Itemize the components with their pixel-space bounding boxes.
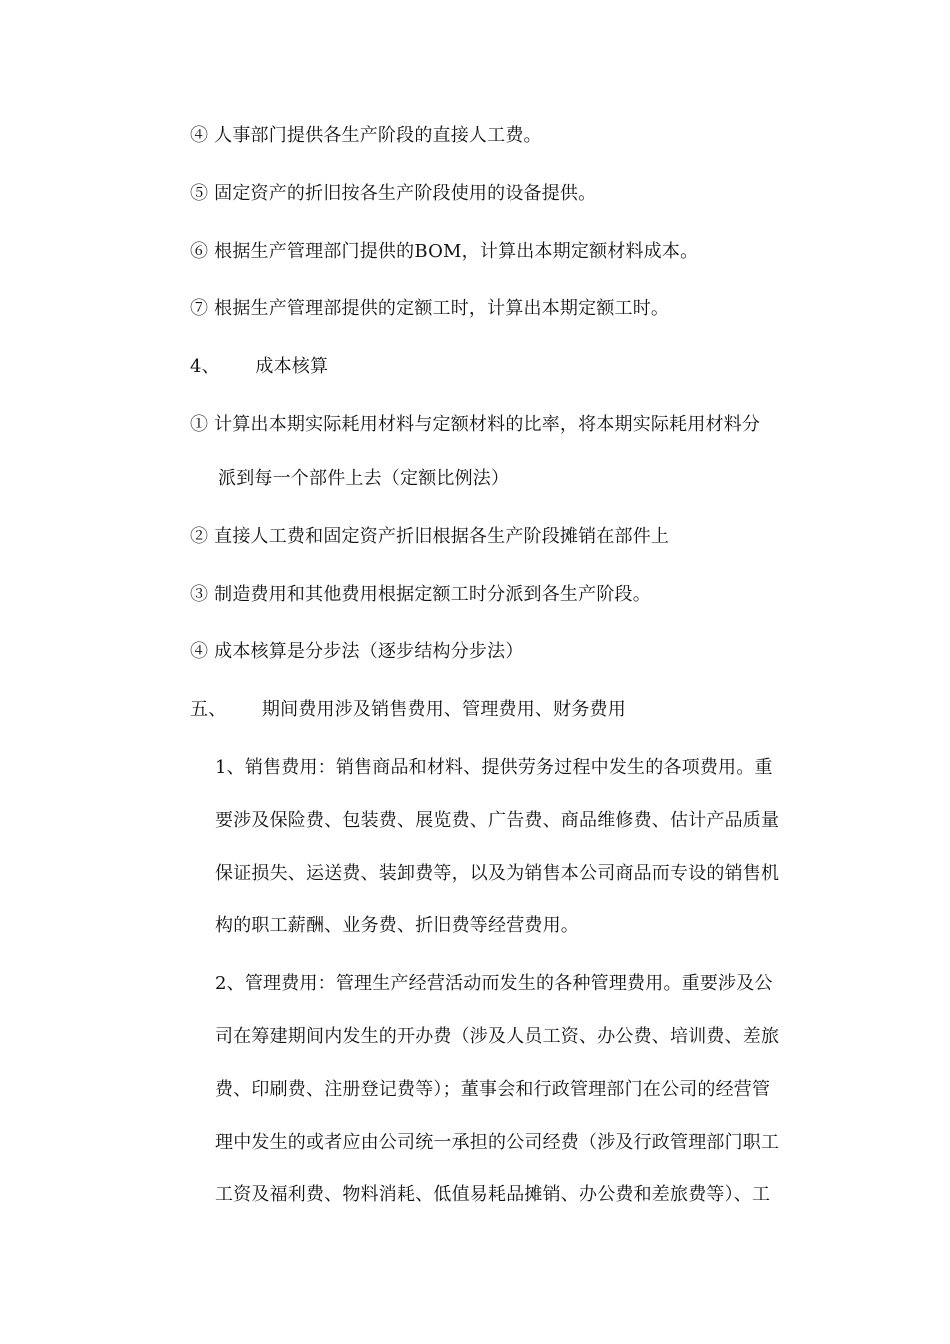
text-line: 派到每一个部件上去（定额比例法）	[218, 468, 510, 489]
text-line: ⑤ 固定资产的折旧按各生产阶段使用的设备提供。	[190, 183, 597, 204]
text-line: ⑥ 根据生产管理部门提供的BOM，计算出本期定额材料成本。	[190, 241, 699, 262]
text-line: 1、销售费用：销售商品和材料、提供劳务过程中发生的各项费用。重	[215, 757, 773, 778]
text-line: ⑦ 根据生产管理部提供的定额工时，计算出本期定额工时。	[190, 298, 670, 319]
text-line: ① 计算出本期实际耗用材料与定额材料的比率，将本期实际耗用材料分	[190, 414, 761, 435]
section-heading: 4、 成本核算	[190, 356, 329, 377]
text-line: 保证损失、运送费、装卸费等，以及为销售本公司商品而专设的销售机	[215, 863, 780, 884]
text-line: ④ 人事部门提供各生产阶段的直接人工费。	[190, 125, 542, 146]
text-line: 司在筹建期间内发生的开办费（涉及人员工资、办公费、培训费、差旅	[215, 1026, 780, 1047]
text-line: 工资及福利费、物料消耗、低值易耗品摊销、办公费和差旅费等）、工	[215, 1184, 771, 1205]
text-line: 理中发生的或者应由公司统一承担的公司经费（涉及行政管理部门职工	[215, 1132, 780, 1153]
text-line: 构的职工薪酬、业务费、折旧费等经营费用。	[215, 915, 579, 936]
text-line: ④ 成本核算是分步法（逐步结构分步法）	[190, 641, 524, 662]
text-line: ③ 制造费用和其他费用根据定额工时分派到各生产阶段。	[190, 584, 651, 605]
text-line: 费、印刷费、注册登记费等）；董事会和行政管理部门在公司的经营管	[215, 1079, 771, 1100]
text-line: 2、管理费用：管理生产经营活动而发生的各种管理费用。重要涉及公	[215, 973, 773, 994]
text-line: ② 直接人工费和固定资产折旧根据各生产阶段摊销在部件上	[190, 526, 670, 547]
text-line: 要涉及保险费、包装费、展览费、广告费、商品维修费、估计产品质量	[215, 810, 780, 831]
section-heading: 五、 期间费用涉及销售费用、管理费用、财务费用	[190, 699, 626, 720]
